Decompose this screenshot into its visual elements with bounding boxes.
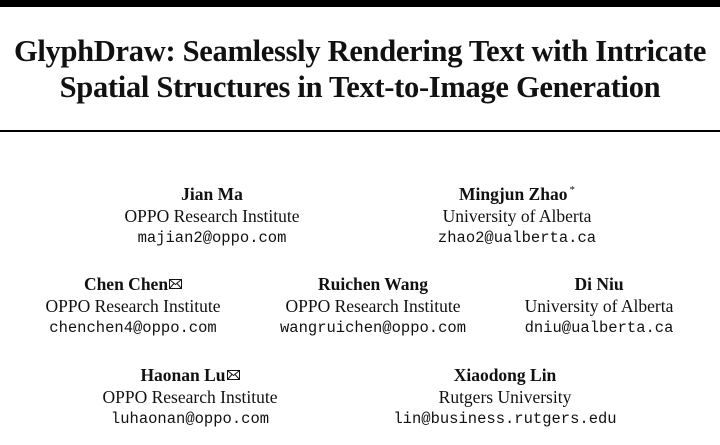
author-name: Chen Chen — [83, 274, 169, 294]
author-email[interactable]: luhaonan@oppo.com — [110, 410, 270, 428]
author-name: Ruichen Wang — [317, 274, 429, 294]
author-affiliation: University of Alberta — [524, 296, 674, 316]
paper-title-line-1: GlyphDraw: Seamlessly Rendering Text with Intricate — [13, 34, 707, 68]
author-affiliation: Rutgers University — [438, 387, 572, 407]
author-block-ruichen-wang — [248, 273, 498, 339]
top-rule — [0, 0, 720, 7]
author-name: Haonan Lu — [140, 365, 226, 385]
paper-title — [0, 33, 720, 105]
author-block-di-niu — [474, 273, 720, 339]
author-block-haonan-lu — [65, 364, 315, 430]
paper-title-line-2: Spatial Structures in Text-to-Image Generation — [59, 70, 661, 104]
corresponding-envelope-icon — [227, 363, 240, 385]
title-bottom-rule — [0, 130, 720, 132]
author-name: Di Niu — [574, 274, 624, 294]
author-name: Jian Ma — [181, 184, 243, 204]
author-email[interactable]: lin@business.rutgers.edu — [393, 410, 617, 428]
author-name: Mingjun Zhao — [459, 184, 568, 204]
author-name: Xiaodong Lin — [453, 365, 557, 385]
author-affiliation: OPPO Research Institute — [45, 296, 221, 316]
author-block-chen-chen — [8, 273, 258, 339]
author-email[interactable]: zhao2@ualberta.ca — [437, 229, 597, 247]
author-block-jian-ma — [87, 183, 337, 249]
corresponding-envelope-icon — [169, 272, 182, 294]
author-email[interactable]: majian2@oppo.com — [137, 229, 287, 247]
author-block-xiaodong-lin — [380, 364, 630, 430]
author-email[interactable]: dniu@ualberta.ca — [524, 319, 674, 337]
author-email[interactable]: wangruichen@oppo.com — [279, 319, 467, 337]
author-affiliation: OPPO Research Institute — [102, 387, 278, 407]
author-affiliation: University of Alberta — [442, 206, 592, 226]
equal-contribution-mark: * — [569, 184, 575, 197]
author-block-mingjun-zhao — [392, 183, 642, 249]
author-affiliation: OPPO Research Institute — [285, 296, 461, 316]
author-email[interactable]: chenchen4@oppo.com — [49, 319, 217, 337]
author-affiliation: OPPO Research Institute — [124, 206, 300, 226]
